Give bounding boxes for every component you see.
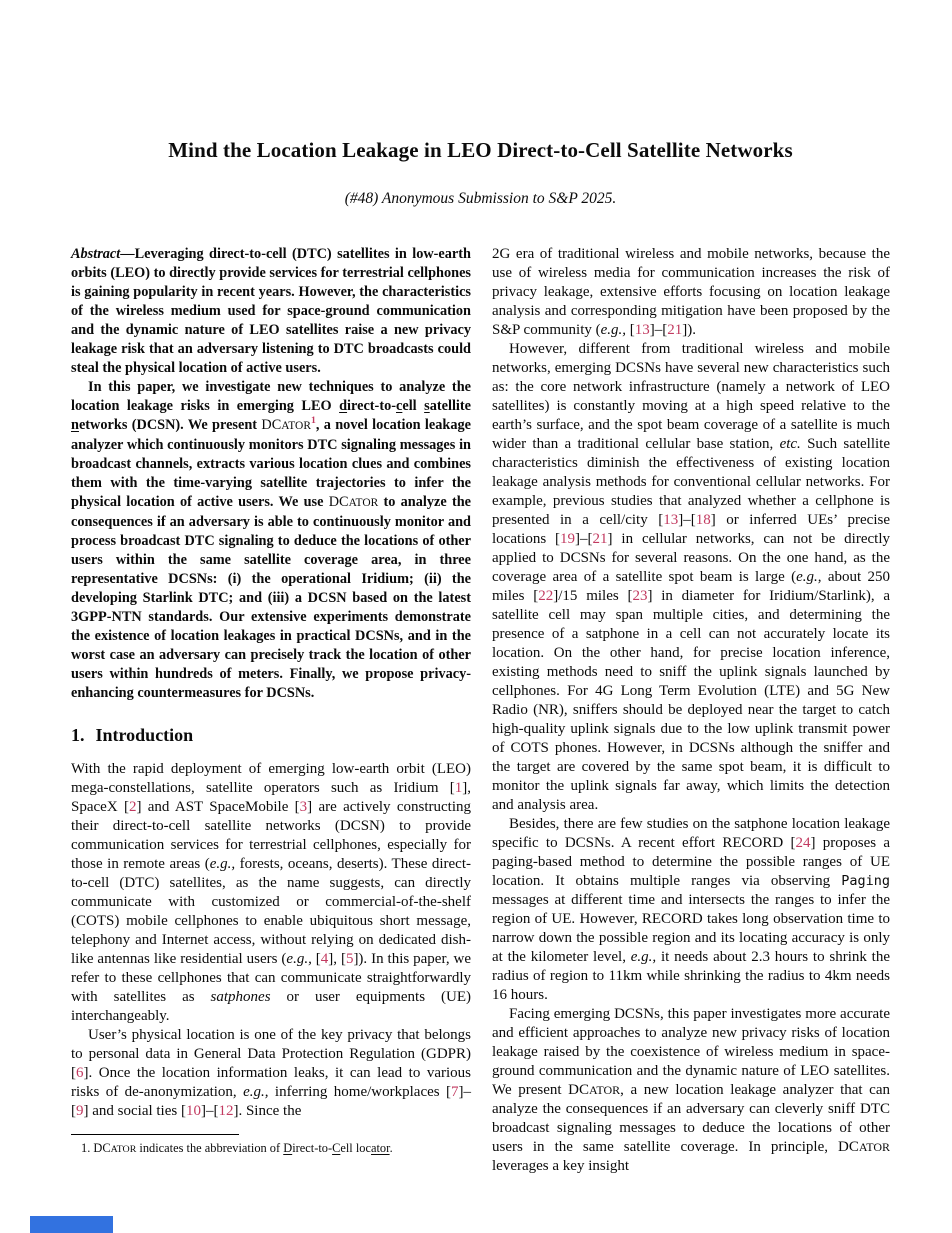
text-segment: , a new location leakage analyzer that can analyze the consequences if an adversary can cleverly sniff DTC broadcast signaling messages to deduce the locations of other users in the same satellite coverage. In principle, bbox=[492, 1082, 890, 1155]
text-segment: ator bbox=[370, 1141, 390, 1155]
text-segment: ]/15 miles [ bbox=[553, 588, 633, 604]
text-segment: ] and social ties [ bbox=[83, 1103, 186, 1119]
citation-link[interactable]: 1 bbox=[310, 415, 316, 427]
citation-link[interactable]: 21 bbox=[667, 322, 683, 338]
footnote bbox=[71, 1134, 471, 1158]
text-segment: [ bbox=[311, 951, 321, 967]
abstract bbox=[71, 245, 471, 703]
text-segment: etworks (DCSN). We present bbox=[78, 417, 262, 433]
introduction-text-left bbox=[71, 760, 471, 1121]
citation-link[interactable]: 24 bbox=[795, 835, 811, 851]
text-segment: D bbox=[283, 1141, 293, 1155]
text-segment: Besides, there are few studies on the satphone location leakage specific to DCSNs. A recent effort RECORD [ bbox=[492, 816, 890, 851]
text-segment: With the rapid deployment of emerging low-earth orbit (LEO) mega-constellations, satellite operators such as Iridium [ bbox=[71, 761, 471, 796]
paragraph bbox=[492, 340, 890, 815]
text-segment: ell bbox=[402, 398, 425, 414]
text-segment: DC bbox=[838, 1139, 859, 1155]
text-segment: ATOR bbox=[110, 1144, 137, 1155]
text-segment: DC bbox=[568, 1082, 589, 1098]
section-number: 1. bbox=[71, 725, 85, 745]
text-segment: ell loc bbox=[340, 1141, 371, 1155]
paragraph bbox=[492, 1005, 890, 1176]
citation-link[interactable]: 2 bbox=[128, 799, 137, 815]
citation-link[interactable]: 10 bbox=[185, 1103, 201, 1119]
introduction-text-right bbox=[492, 245, 890, 1176]
text-segment: —Leveraging direct-to-cell (DTC) satellites in low-earth orbits (LEO) to directly provide services for terrestrial cellphones is gaining popularity in recent years. However, the characteristics of the wireless medium used for space-ground communication and the dynamic nature of LEO satellites raise a new privacy leakage risk that an adversary listening to DTC broadcasts could steal the physical location of active users. bbox=[71, 246, 471, 376]
paragraph bbox=[71, 1026, 471, 1121]
text-segment: ], SpaceX [ bbox=[71, 780, 471, 815]
text-segment: d bbox=[339, 398, 348, 414]
paragraph bbox=[492, 245, 890, 340]
text-segment: atellite bbox=[429, 398, 471, 414]
left-column bbox=[71, 245, 471, 1158]
text-segment: s bbox=[424, 398, 430, 414]
text-segment: e.g., bbox=[243, 1084, 269, 1100]
citation-link[interactable]: 21 bbox=[592, 531, 608, 547]
text-segment: satphones bbox=[210, 989, 271, 1005]
text-segment: ]. Since the bbox=[233, 1103, 302, 1119]
text-segment: DC bbox=[261, 417, 282, 433]
citation-link[interactable]: 13 bbox=[634, 322, 650, 338]
citation-link[interactable]: 5 bbox=[345, 951, 354, 967]
text-segment: ]–[ bbox=[200, 1103, 219, 1119]
text-segment: e.g., bbox=[286, 951, 312, 967]
citation-link[interactable]: 13 bbox=[663, 512, 679, 528]
text-segment: However, different from traditional wireless and mobile networks, emerging DCSNs have several new characteristics such as: the core network infrastructure (namely a network of LEO satellites) is constantly moving at a high speed relative to the earth’s surface, and the spot beam coverage of a satellite is much wider than a traditional cellular base station, bbox=[492, 341, 890, 452]
citation-link[interactable]: 4 bbox=[320, 951, 329, 967]
right-column bbox=[492, 245, 890, 1176]
citation-link[interactable]: 6 bbox=[76, 1065, 84, 1081]
paragraph bbox=[71, 1141, 471, 1158]
paper-title: Mind the Location Leakage in LEO Direct-to-Cell Satellite Networks bbox=[168, 138, 793, 162]
text-segment: ATOR bbox=[589, 1083, 621, 1097]
text-segment: ]–[ bbox=[71, 1084, 471, 1119]
text-segment: e.g., bbox=[630, 949, 657, 965]
text-segment: ] and AST SpaceMobile [ bbox=[136, 799, 300, 815]
text-segment: it needs about 2.3 hours to shrink the radius of region to 11km while shrinking the radius to 4km needs 16 hours. bbox=[492, 949, 890, 1003]
text-segment: . bbox=[389, 1141, 393, 1155]
text-segment: about 250 miles [ bbox=[492, 569, 891, 604]
text-segment: or user equipments (UE) interchangeably. bbox=[71, 989, 471, 1024]
text-segment: Abstract bbox=[71, 246, 121, 262]
footnote-rule bbox=[71, 1134, 239, 1135]
text-segment: indicates the abbreviation of bbox=[136, 1141, 284, 1155]
text-segment: 2G era of traditional wireless and mobile networks, because the use of wireless media for communication increases the risk of privacy leakage, extensive efforts focusing on location leakage analysis and corresponding mitigation have been proposed by the S&P community ( bbox=[492, 246, 890, 338]
text-segment: [ bbox=[626, 322, 635, 338]
citation-link[interactable]: 12 bbox=[218, 1103, 234, 1119]
citation-link[interactable]: 19 bbox=[560, 531, 576, 547]
text-segment: ATOR bbox=[281, 420, 311, 432]
text-segment: ] in cellular networks, can not be directly applied to DCSNs for several reasons. On the one hand, as the coverage area of a satellite spot beam is large ( bbox=[492, 531, 890, 585]
citation-link[interactable]: 23 bbox=[632, 588, 648, 604]
text-segment: ATOR bbox=[348, 497, 379, 509]
citation-link[interactable]: 7 bbox=[451, 1084, 459, 1100]
text-segment: e.g., bbox=[209, 856, 236, 872]
text-segment: inferring home/workplaces [ bbox=[268, 1084, 451, 1100]
text-segment: 1. DC bbox=[81, 1141, 111, 1155]
text-segment: ] or inferred UEs’ precise locations [ bbox=[492, 512, 890, 547]
text-segment: User’s physical location is one of the key privacy that belongs to personal data in General Data Protection Regulation (GDPR) [ bbox=[71, 1027, 471, 1081]
author-line: (#48) Anonymous Submission to S&P 2025. bbox=[344, 190, 617, 207]
citation-link[interactable]: 22 bbox=[538, 588, 554, 604]
section-heading-introduction bbox=[71, 725, 471, 746]
citation-link[interactable]: 18 bbox=[695, 512, 711, 528]
paragraph bbox=[71, 245, 471, 378]
paragraph bbox=[71, 760, 471, 1026]
paragraph bbox=[492, 815, 890, 1005]
text-segment: irect-to- bbox=[292, 1141, 333, 1155]
text-segment: C bbox=[332, 1141, 341, 1155]
text-segment: ]–[ bbox=[649, 322, 668, 338]
citation-link[interactable]: 9 bbox=[76, 1103, 84, 1119]
text-segment: ]–[ bbox=[575, 531, 593, 547]
text-segment: e.g., bbox=[600, 322, 627, 338]
text-segment: etc. bbox=[779, 436, 801, 452]
citation-link[interactable]: 1 bbox=[454, 780, 463, 796]
text-segment: DC bbox=[328, 494, 349, 510]
text-segment: ], [ bbox=[328, 951, 346, 967]
text-segment: messages at different time and intersects the ranges to infer the region of UE. However, RECORD takes long observation time to narrow down the possible region and its locating accuracy is only at the kilometer level, bbox=[492, 892, 890, 965]
inline-code: Paging bbox=[841, 873, 890, 889]
text-segment: ] are actively constructing their direct-to-cell satellite networks (DCSN) to provide communication services for terrestrial cellphones, especially for those in remote areas ( bbox=[71, 799, 471, 872]
text-segment: e.g., bbox=[796, 569, 822, 585]
text-segment: ]–[ bbox=[678, 512, 696, 528]
text-segment: ]). bbox=[682, 322, 697, 338]
text-segment: leverages a key insight bbox=[492, 1158, 630, 1174]
paragraph bbox=[71, 378, 471, 703]
text-segment: ATOR bbox=[858, 1140, 890, 1154]
footnote-text bbox=[71, 1141, 471, 1158]
text-segment: ] proposes a paging-based method to determine the possible ranges of UE location. It obtains multiple ranges via observing bbox=[492, 835, 890, 889]
text-segment: to analyze the consequences if an adversary is able to continuously monitor and process broadcast DTC signaling to deduce the locations of other users within the same satellite coverage area, in three representative DCSNs: (i) the operational Iridium; (ii) the developing Starlink DTC; and (iii) a DCSN based on the latest 3GPP-NTN standards. Our extensive experiments demonstrate the existence of location leakages in practical DCSNs, and in the worst case an adversary can precisely track the location of other users within hundreds of meters. Finally, we propose privacy-enhancing countermeasures for DCSNs. bbox=[71, 494, 472, 701]
text-segment: irect-to- bbox=[347, 398, 396, 414]
section-title: Introduction bbox=[95, 725, 194, 745]
text-segment: Such satellite characteristics diminish the effectiveness of existing location leakage analysis methods for conventional cellular networks. For example, previous studies that analyzed whether a cellphone is presented in a cell/city [ bbox=[492, 436, 891, 528]
blue-status-bar bbox=[30, 1216, 113, 1233]
text-segment: forests, oceans, deserts). These direct-to-cell (DTC) satellites, as the name suggests, can directly communicate with customized or commercial-of-the-shelf (COTS) mobile cellphones to enable ubiquitous short message, telephony and Internet access, without relying on dedicated dish-like antennas like residential users ( bbox=[71, 856, 472, 967]
citation-link[interactable]: 3 bbox=[299, 799, 308, 815]
text-segment: n bbox=[71, 417, 79, 433]
two-column-body bbox=[71, 245, 890, 1176]
text-segment: c bbox=[396, 398, 403, 414]
text-segment: ]. Once the location information leaks, it can lead to various risks of de-anonymization, bbox=[71, 1065, 471, 1100]
text-segment: Facing emerging DCSNs, this paper investigates more accurate and efficient approaches to analyze new privacy risks of location leakage raised by the coexistence of wireless medium in space-ground communication and the dynamic nature of LEO satellites. We present bbox=[492, 1006, 890, 1098]
text-segment: ] in diameter for Iridium/Starlink), a satellite cell may span multiple cities, and determining the presence of a satphone in a cell can not accurately locate its location. On the other hand, for precise location inference, existing methods need to sniff the uplink signals launched by cellphones. For 4G Long Term Evolution (LTE) and 5G New Radio (NR), sniffers should be deployed near the target to catch high-quality uplink signals due to the low uplink transmit power of COTS phones. However, in DCSNs although the sniffer and the target are covered by the same spot beam, it is difficult to monitor the uplink signals far away, which limits the detection and analysis area. bbox=[492, 588, 891, 813]
text-segment: In this paper, we investigate new techniques to analyze the location leakage risks in emerging LEO bbox=[71, 379, 471, 414]
text-segment: ]). In this paper, we refer to these cellphones that can communicate straightforwardly with satellites as bbox=[71, 951, 472, 1005]
text-segment: , a novel location leakage analyzer which continuously monitors DTC signaling messages in broadcast channels, extracts various location clues and combines them with the time-varying satellite trajectories to infer the physical location of active users. We use bbox=[71, 417, 471, 510]
